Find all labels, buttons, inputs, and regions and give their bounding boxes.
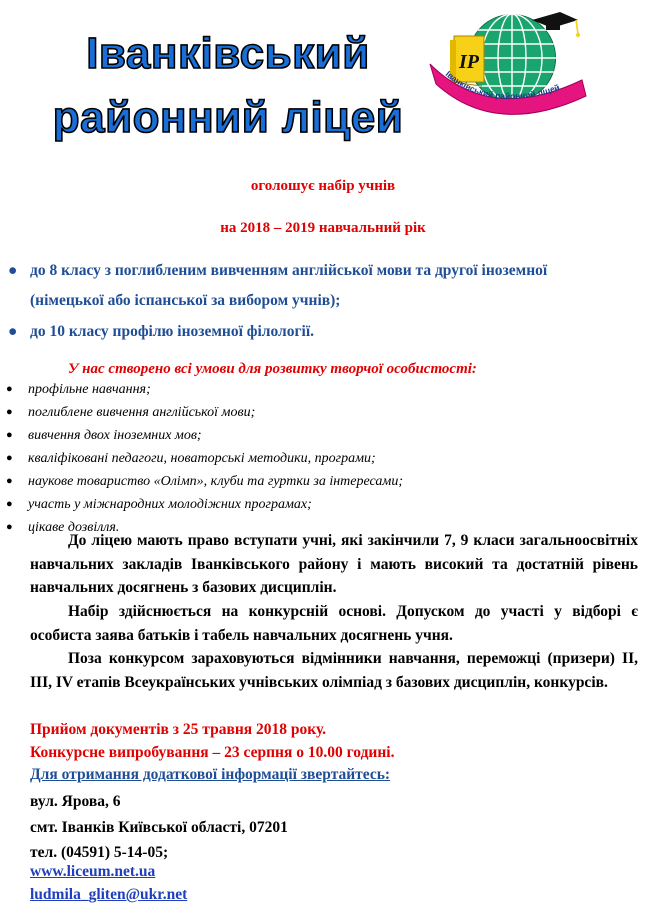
contacts-heading: Для отримання додаткової інформації звертайтесь: [30, 766, 391, 783]
school-title-line2: районний ліцей [52, 93, 404, 142]
non-competitive-text: Поза конкурсом зараховуються відмінники навчання, переможці (призери) ІІ, ІІІ, ІV етапів Всеукраїнських учнівських олімпіад з базових дисциплін, конкурсів. [30, 650, 638, 691]
list-item-text: цікаве дозвілля. [28, 520, 120, 535]
bullet-icon: ● [6, 475, 13, 487]
contact-town: смт. Іванків Київської області, 07201 [30, 819, 288, 836]
admission-item-8-text: до 8 класу з поглибленим вивченням англійської мови та другої іноземної [30, 262, 548, 279]
bullet-icon: ● [8, 323, 18, 340]
eligibility-paragraph [30, 529, 638, 600]
bullet-icon: ● [6, 498, 13, 510]
list-item-text: профільне навчання; [28, 382, 151, 397]
school-title-line1: Іванківський [86, 29, 370, 78]
announcement-line1: оголошує набір учнів [250, 178, 396, 194]
bullet-icon: ● [6, 383, 13, 395]
contact-street: вул. Ярова, 6 [30, 793, 121, 810]
contact-phone: тел. (04591) 5-14-05; [30, 844, 169, 861]
selection-paragraph [30, 600, 638, 647]
bullet-icon: ● [6, 406, 13, 418]
non-competitive-paragraph [30, 647, 638, 694]
bullet-icon: ● [6, 521, 13, 533]
list-item-text: участь у міжнародних молодіжних програмах; [28, 497, 312, 512]
list-item-text: поглиблене вивчення англійської мови; [28, 405, 256, 420]
bullet-icon: ● [6, 452, 13, 464]
eligibility-text: До ліцею мають право вступати учні, які закінчили 7, 9 класи загальноосвітніх навчальних закладів Іванківського району і мають високий та достатній рівень навчальних досягнень з базових дисциплін. [30, 532, 638, 596]
website-link[interactable]: www.liceum.net.ua [30, 863, 156, 880]
admission-item-10-text: до 10 класу профілю іноземної філології. [30, 323, 315, 340]
list-item-text: вивчення двох іноземних мов; [28, 428, 202, 443]
bullet-icon: ● [8, 262, 18, 279]
logo-ribbon-text: Іванківський районний ліцей [443, 68, 561, 102]
announcement-line2: на 2018 – 2019 навчальний рік [220, 220, 426, 236]
selection-text: Набір здійснюється на конкурсній основі. Допуском до участі у відборі є особиста заява батьків і табель навчальних досягнень учня. [30, 603, 638, 644]
documents-date: Прийом документів з 25 травня 2018 року. [30, 721, 327, 738]
logo-emblem-letters: ІР [459, 51, 479, 73]
list-item-text: наукове товариство «Олімп», клуби та гуртки за інтересами; [28, 474, 403, 489]
list-item-text: кваліфіковані педагоги, новаторські методики, програми; [28, 451, 376, 466]
conditions-heading: У нас створено всі умови для розвитку творчої особистості: [68, 361, 477, 377]
school-logo [420, 6, 590, 124]
email-link[interactable]: ludmila_gliten@ukr.net [30, 886, 188, 903]
admission-item-8-continuation: (німецької або іспанської за вибором учнів); [30, 292, 341, 309]
bullet-icon: ● [6, 429, 13, 441]
exam-date: Конкурсне випробування – 23 серпня о 10.00 годині. [30, 744, 395, 761]
